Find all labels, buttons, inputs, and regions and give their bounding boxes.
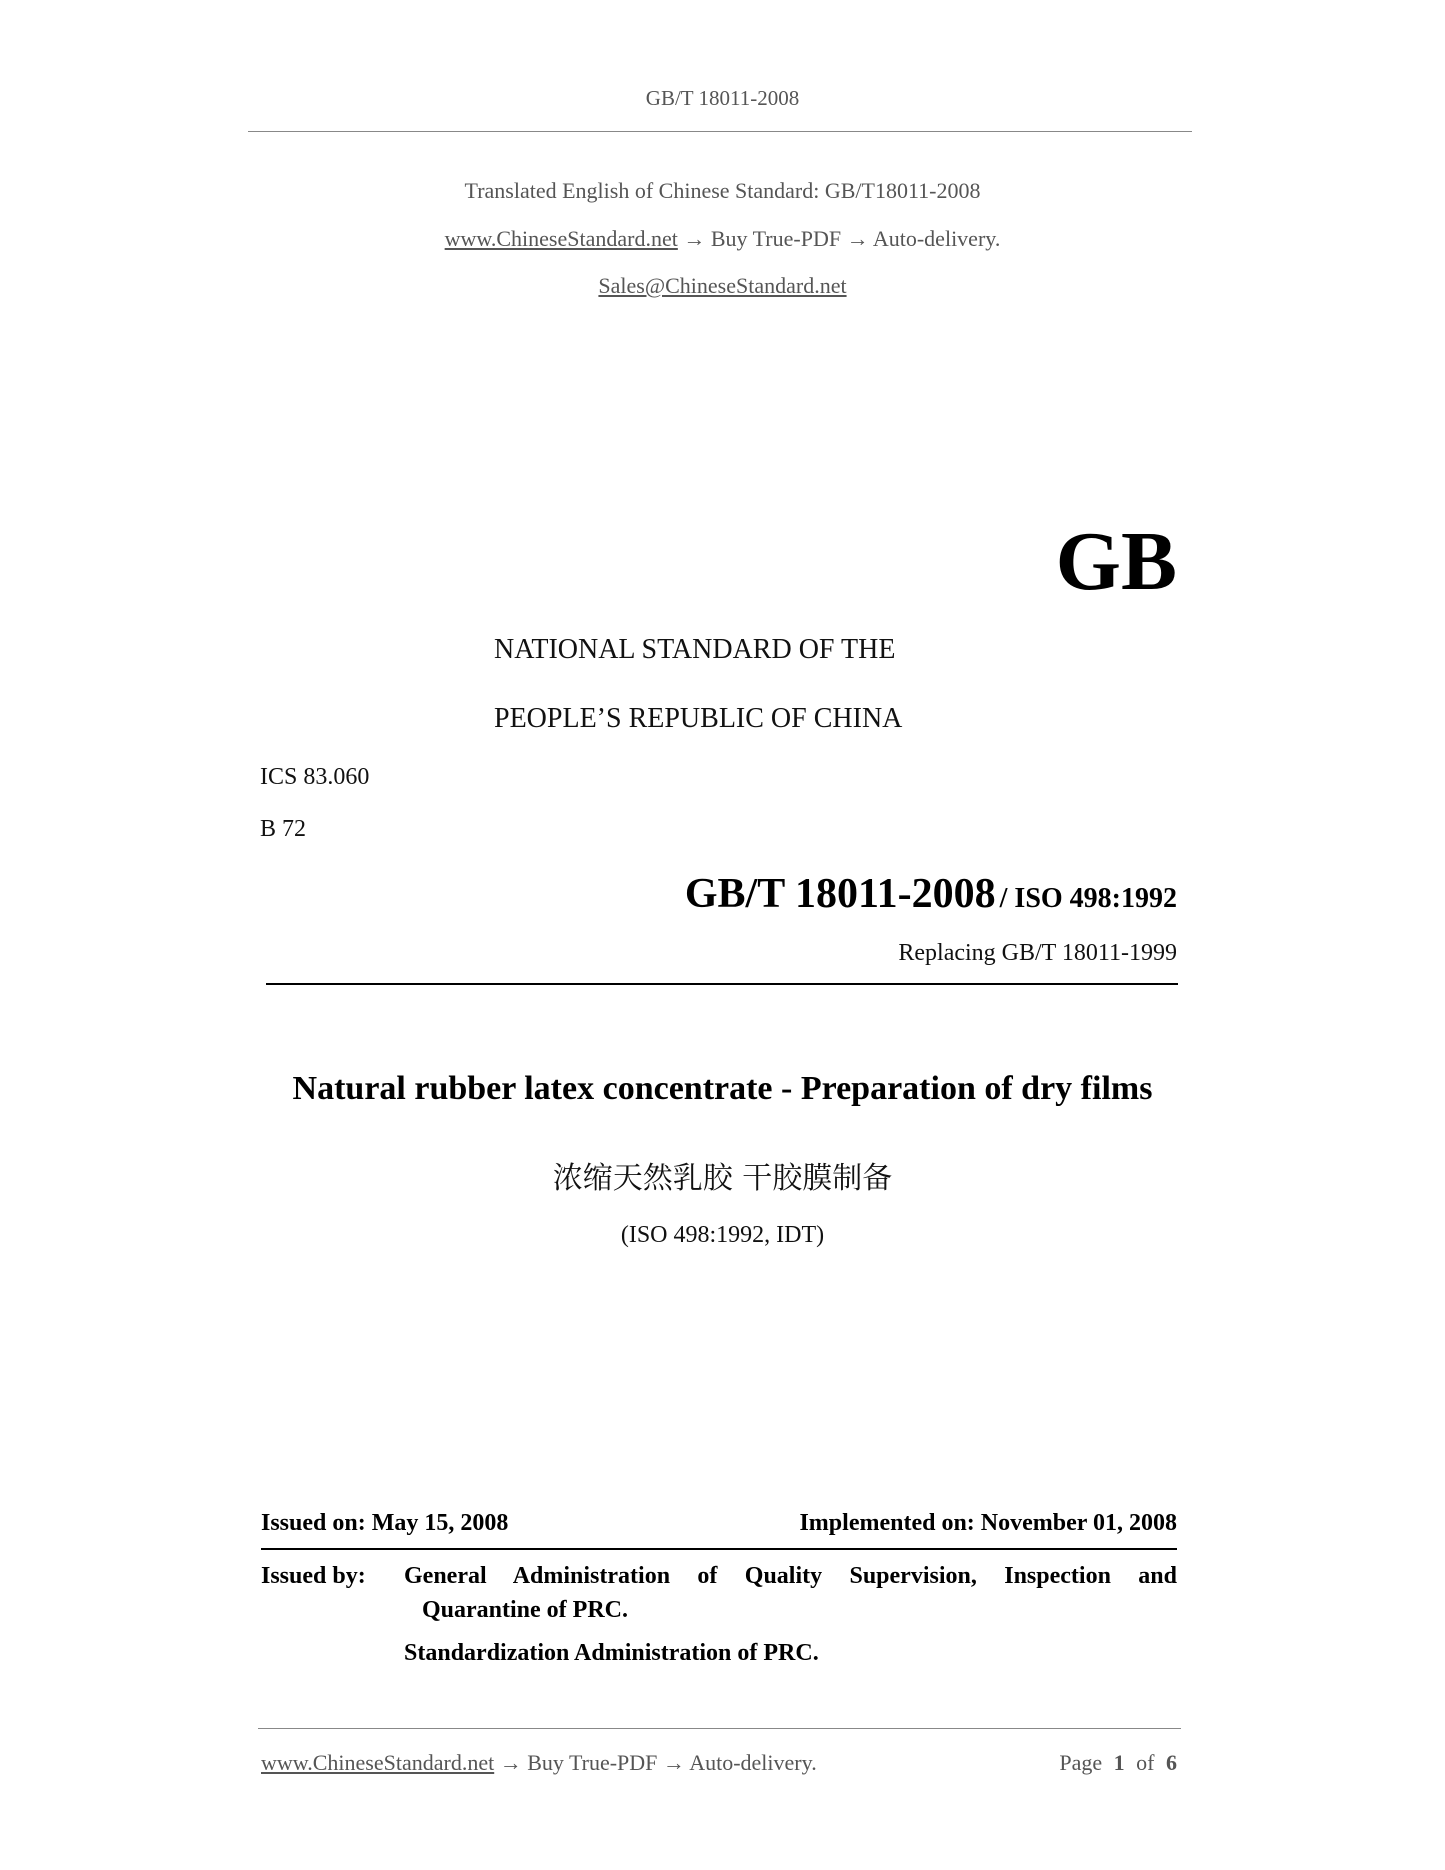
- standard-number-line: [685, 870, 1177, 918]
- page-label: Page: [1059, 1750, 1103, 1775]
- arrow-icon: →: [846, 226, 869, 251]
- footer-buy-text: Buy True-PDF: [527, 1750, 658, 1775]
- footer-rule: [258, 1728, 1181, 1729]
- standard-number: GB/T 18011-2008: [684, 871, 996, 917]
- title-rule: [266, 983, 1178, 985]
- header-rule: [248, 131, 1192, 132]
- issuer-line2: Quarantine of PRC.: [422, 1597, 628, 1623]
- gb-logo: GB: [1055, 515, 1177, 608]
- ccs-code: B 72: [260, 816, 307, 842]
- issued-by-label: Issued by:: [261, 1563, 366, 1589]
- page-indicator: [1059, 1750, 1177, 1776]
- email-link[interactable]: Sales@ChineseStandard.net: [598, 273, 847, 298]
- ics-code: ICS 83.060: [260, 764, 370, 790]
- page-number: 1: [1113, 1750, 1125, 1775]
- footer-delivery-text: Auto-delivery.: [689, 1750, 817, 1775]
- footer-site-link[interactable]: www.ChineseStandard.net: [261, 1750, 495, 1775]
- national-standard-line1: NATIONAL STANDARD OF THE: [494, 634, 896, 665]
- translation-links: [0, 226, 1445, 252]
- of-label: of: [1136, 1750, 1155, 1775]
- iso-equivalent: / ISO 498:1992: [999, 883, 1177, 914]
- dates-rule: [261, 1548, 1177, 1550]
- arrow-icon: →: [499, 1750, 522, 1775]
- idt-note: (ISO 498:1992, IDT): [620, 1222, 825, 1248]
- issuer-line1: General Administration of Quality Supervision, Inspection and: [404, 1563, 1177, 1589]
- implemented-date: Implemented on: November 01, 2008: [799, 1510, 1177, 1536]
- site-link[interactable]: www.ChineseStandard.net: [444, 226, 678, 251]
- translation-note: Translated English of Chinese Standard: GB/T18011-2008: [464, 178, 981, 203]
- replacing-note: Replacing GB/T 18011-1999: [898, 940, 1177, 966]
- standard-title: Natural rubber latex concentrate - Preparation of dry films: [292, 1070, 1153, 1107]
- running-header: GB/T 18011-2008: [645, 86, 800, 110]
- issuer-line3: Standardization Administration of PRC.: [404, 1640, 819, 1666]
- standard-title-zh: 浓缩天然乳胶 干胶膜制备: [552, 1161, 893, 1196]
- issued-date: Issued on: May 15, 2008: [261, 1510, 509, 1536]
- buy-text: Buy True-PDF: [710, 226, 842, 251]
- footer-links: [261, 1750, 817, 1776]
- email-line: [0, 273, 1445, 299]
- page-total: 6: [1166, 1750, 1177, 1775]
- arrow-icon: →: [683, 226, 706, 251]
- arrow-icon: →: [662, 1750, 685, 1775]
- delivery-text: Auto-delivery.: [872, 226, 1001, 251]
- national-standard-line2: PEOPLE’S REPUBLIC OF CHINA: [494, 703, 903, 734]
